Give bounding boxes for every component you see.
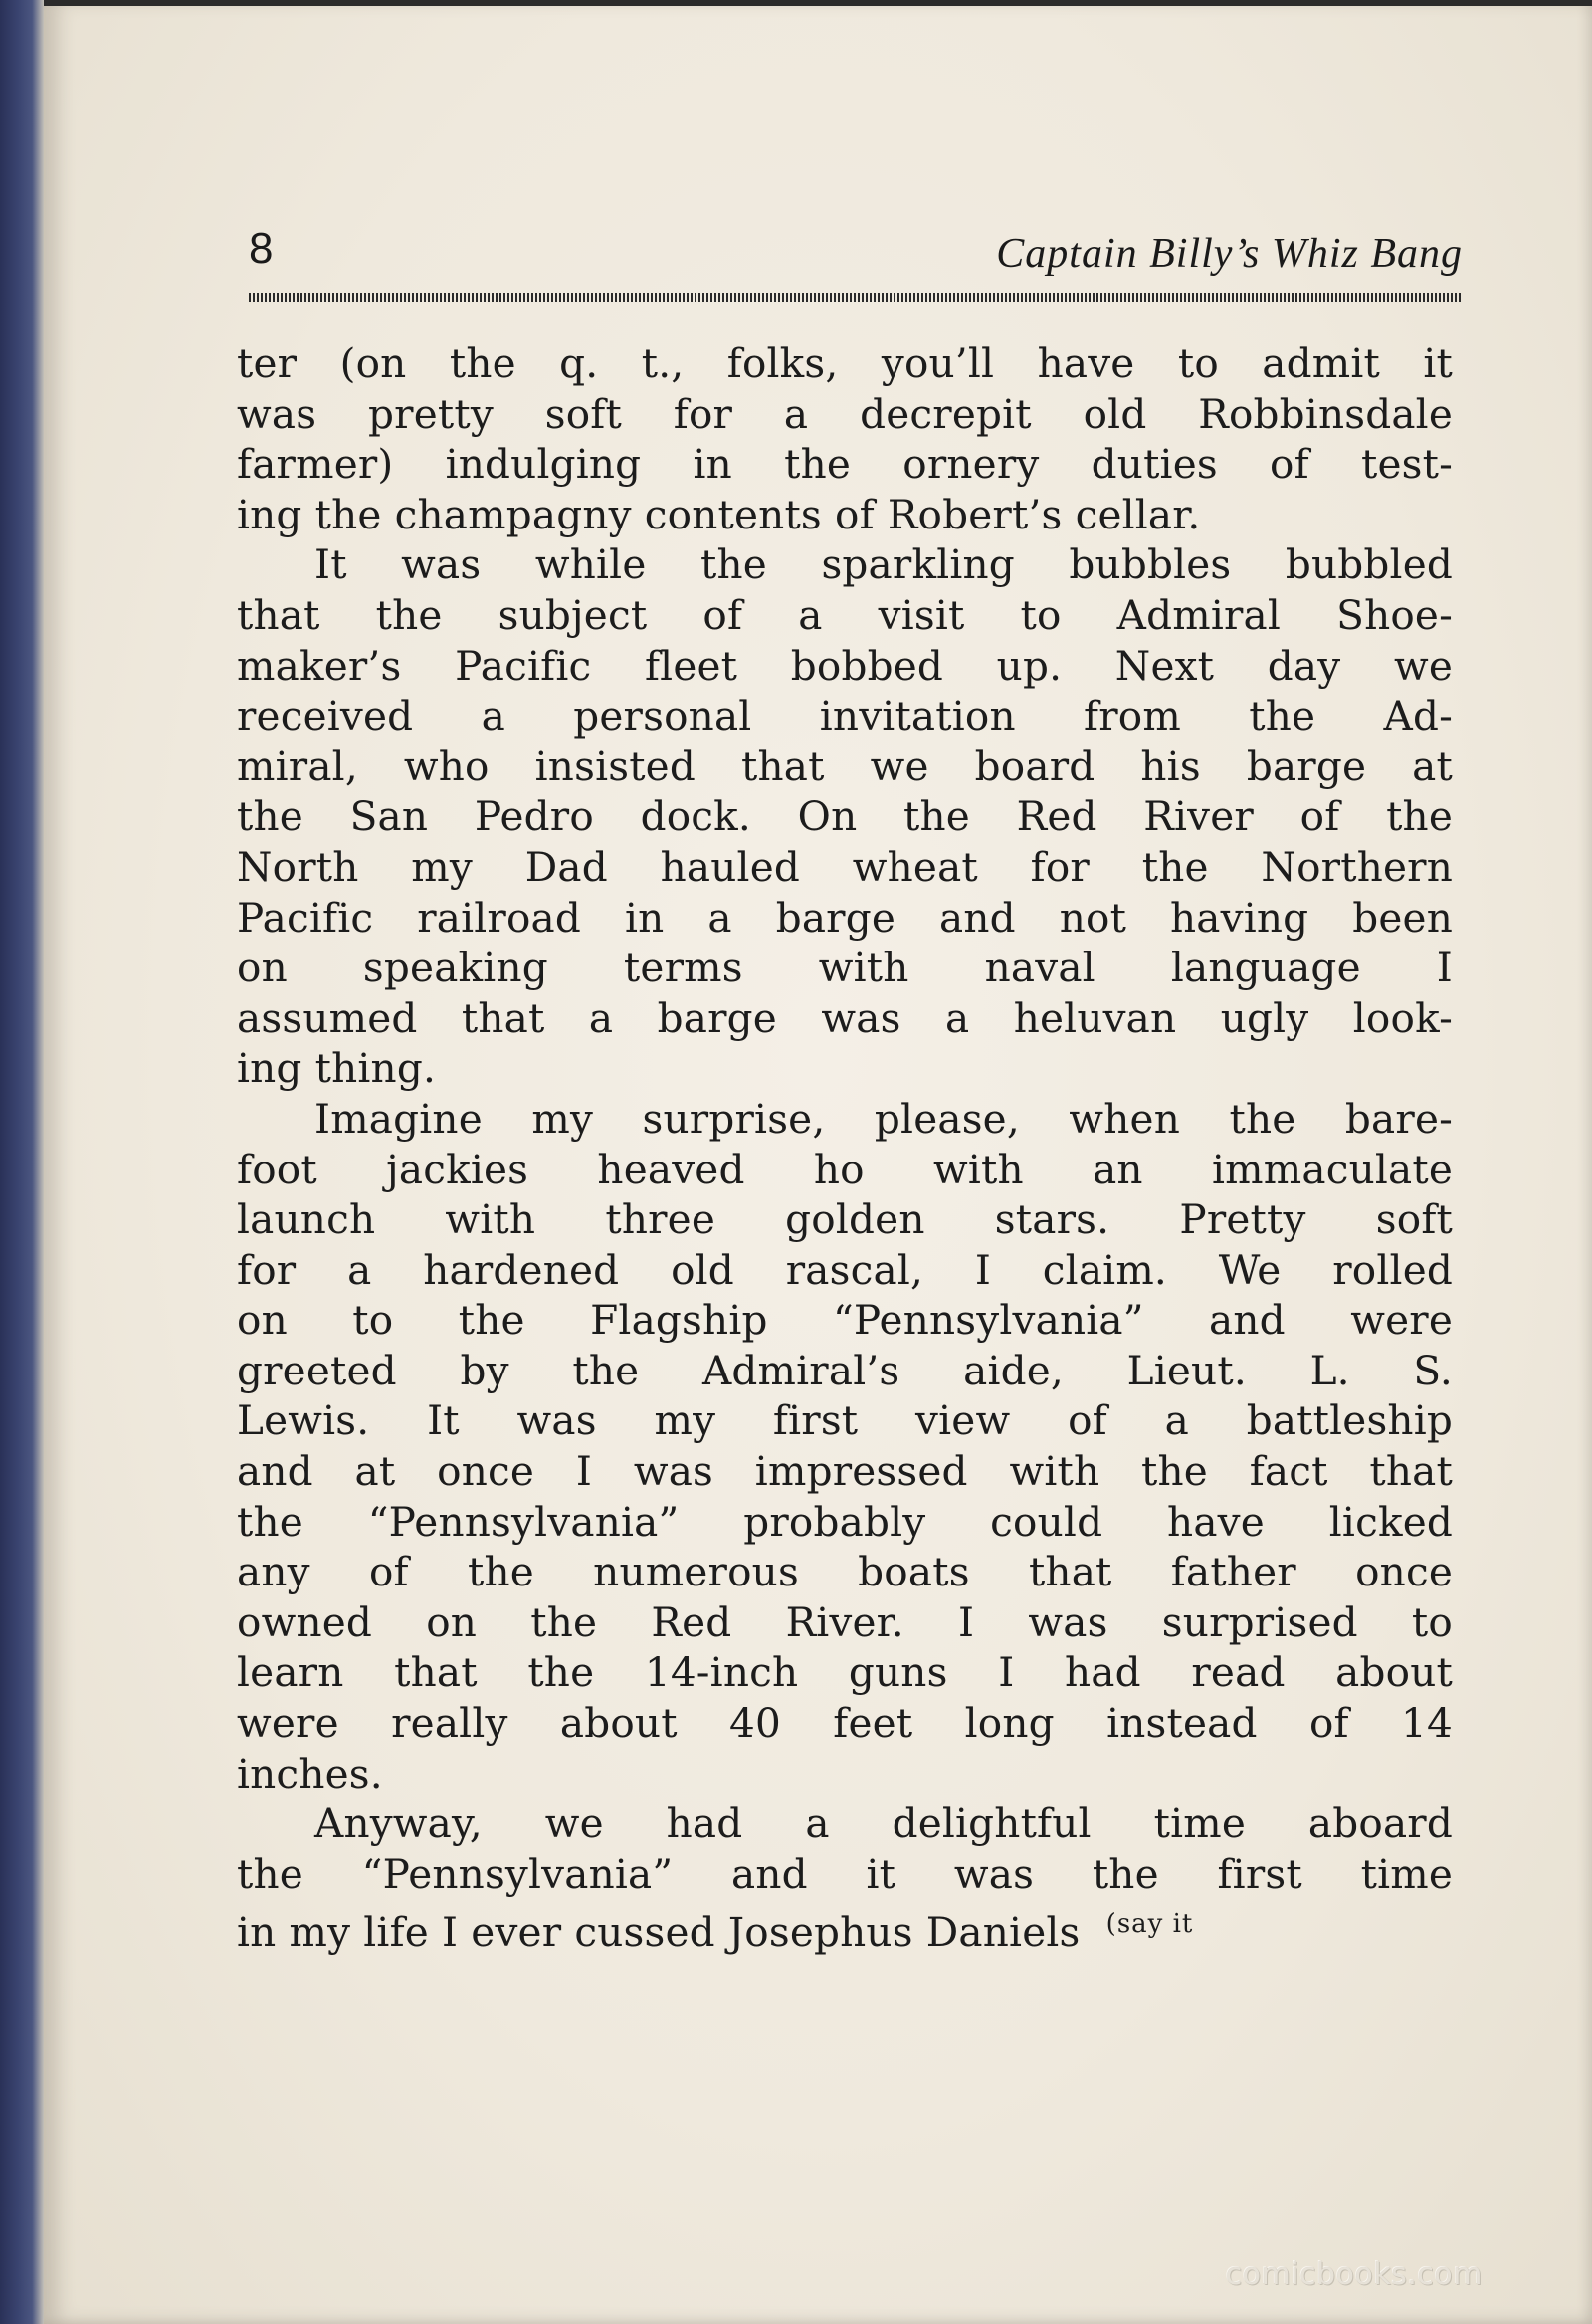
- text-line: Anyway, we had a delightful time aboard: [314, 1799, 1453, 1848]
- text-line: miral, who insisted that we board his barge at: [237, 741, 1453, 790]
- header-rule: [249, 293, 1463, 302]
- text-line: greeted by the Admiral’s aide, Lieut. L. S.: [237, 1346, 1453, 1394]
- text-line: on speaking terms with naval language I: [237, 944, 1453, 992]
- final-line-trail: (say it: [1105, 1909, 1194, 1940]
- text-line: Lewis. It was my first view of a battleship: [237, 1396, 1453, 1445]
- text-line: North my Dad hauled wheat for the Northern: [237, 842, 1453, 891]
- running-title: Captain Billy’s Whiz Bang: [996, 231, 1463, 277]
- body-text: [237, 338, 1453, 1957]
- text-line: Pacific railroad in a barge and not having been: [237, 893, 1453, 942]
- text-line: ing the champagny contents of Robert’s cellar.: [237, 490, 1201, 538]
- text-line: launch with three golden stars. Pretty soft: [237, 1195, 1453, 1244]
- text-line: any of the numerous boats that father once: [237, 1548, 1453, 1596]
- page-header: [249, 224, 1463, 291]
- text-line: farmer) indulging in the ornery duties of test-: [237, 440, 1453, 489]
- text-line: ing thing.: [237, 1044, 437, 1093]
- text-line: were really about 40 feet long instead of 14: [237, 1699, 1453, 1748]
- watermark: comicbooks.com: [1225, 2257, 1483, 2292]
- text-line: Imagine my surprise, please, when the bare-: [314, 1094, 1453, 1143]
- book-binding: [0, 0, 46, 2324]
- text-line: that the subject of a visit to Admiral Shoe-: [237, 590, 1453, 639]
- text-line: for a hardened old rascal, I claim. We rolled: [237, 1245, 1453, 1294]
- text-line: and at once I was impressed with the fact that: [237, 1447, 1453, 1496]
- final-line-main: in my life I ever cussed Josephus Daniels: [237, 1908, 1081, 1957]
- paragraph-container: [237, 338, 1453, 1899]
- text-line-final: [237, 1899, 1453, 1957]
- text-line: It was while the sparkling bubbles bubbled: [314, 540, 1453, 589]
- text-line: the San Pedro dock. On the Red River of the: [237, 792, 1453, 841]
- text-line: learn that the 14-inch guns I had read about: [237, 1648, 1453, 1697]
- text-line: the “Pennsylvania” probably could have licked: [237, 1497, 1453, 1546]
- text-line: owned on the Red River. I was surprised to: [237, 1597, 1453, 1646]
- text-line: on to the Flagship “Pennsylvania” and were: [237, 1296, 1453, 1345]
- text-line: the “Pennsylvania” and it was the first time: [237, 1849, 1453, 1898]
- text-line: inches.: [237, 1749, 383, 1797]
- page-number: 8: [249, 224, 274, 273]
- book-page: [44, 0, 1592, 2324]
- text-line: ter (on the q. t., folks, you’ll have to admit it: [237, 339, 1453, 387]
- text-line: received a personal invitation from the Ad-: [237, 692, 1453, 740]
- text-line: maker’s Pacific fleet bobbed up. Next day we: [237, 641, 1453, 690]
- text-line: was pretty soft for a decrepit old Robbinsdale: [237, 389, 1453, 438]
- text-line: foot jackies heaved ho with an immaculate: [237, 1145, 1453, 1193]
- text-line: assumed that a barge was a heluvan ugly look-: [237, 993, 1453, 1042]
